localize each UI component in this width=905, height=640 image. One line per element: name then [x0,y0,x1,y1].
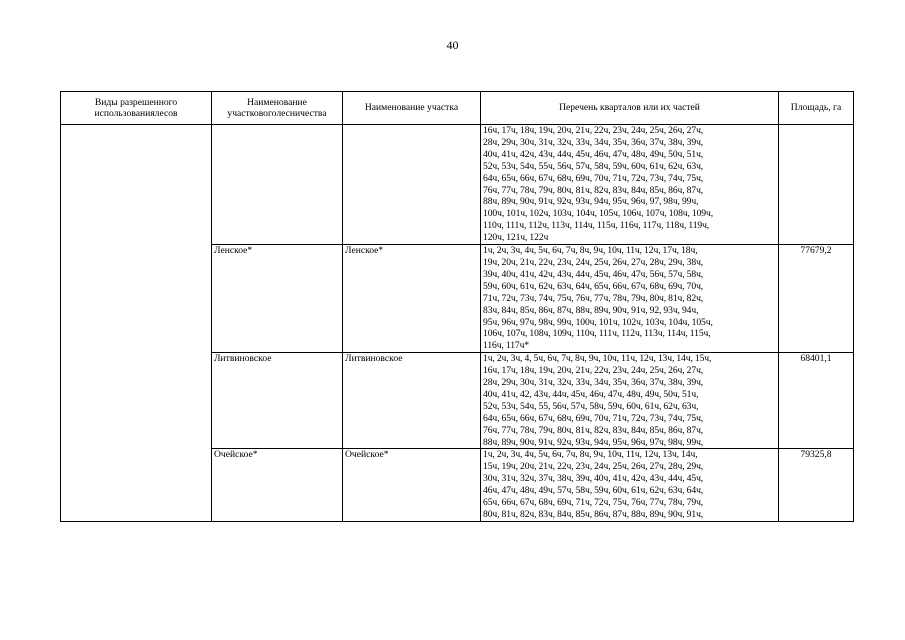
quarters-line: 1ч, 2ч, 3ч, 4ч, 5ч, 6ч, 7ч, 8ч, 9ч, 10ч, 11ч, 12ч, 13ч, 14ч, [483,449,698,461]
table-body [61,125,854,522]
quarters-line: 40ч, 41ч, 42ч, 43ч, 44ч, 45ч, 46ч, 47ч, 48ч, 49ч, 50ч, 51ч, [483,148,704,160]
quarters-line: 65ч, 66ч, 67ч, 68ч, 69ч, 71ч, 72ч, 75ч, 76ч, 77ч, 78ч, 79ч, [483,497,704,509]
quarters-line: 88ч, 89ч, 90ч, 91ч, 92ч, 93ч, 94ч, 95ч, 96ч, 97, 98ч, 99ч, [483,196,699,208]
quarters-line: 76ч, 77ч, 78ч, 79ч, 80ч, 81ч, 82ч, 83ч, 84ч, 85ч, 86ч, 87ч, [483,184,704,196]
quarters-line: 28ч, 29ч, 30ч, 31ч, 32ч, 33ч, 34ч, 35ч, 36ч, 37ч, 38ч, 39ч, [483,136,704,148]
quarters-line: 52ч, 53ч, 54ч, 55, 56ч, 57ч, 58ч, 59ч, 60ч, 61ч, 62ч, 63ч, [483,400,699,412]
quarters-line: 19ч, 20ч, 21ч, 22ч, 23ч, 24ч, 25ч, 26ч, 27ч, 28ч, 29ч, 38ч, [483,256,704,268]
cell-plot-name: Ленское* [343,245,481,353]
quarters-line: 15ч, 19ч, 20ч, 21ч, 22ч, 23ч, 24ч, 25ч, 26ч, 27ч, 28ч, 29ч, [483,461,704,473]
quarters-line: 28ч, 29ч, 30ч, 31ч, 32ч, 33ч, 34ч, 35ч, 36ч, 37ч, 38ч, 39ч, [483,377,704,389]
table-row [61,125,854,245]
cell-forestry-name [212,125,343,245]
header-quarters: Перечень кварталов или их частей [481,92,779,125]
quarters-line: 39ч, 40ч, 41ч, 42ч, 43ч, 44ч, 45ч, 46ч, 47ч, 56ч, 57ч, 58ч, [483,268,704,280]
quarters-line: 46ч, 47ч, 48ч, 49ч, 57ч, 58ч, 59ч, 60ч, 61ч, 62ч, 63ч, 64ч, [483,485,704,497]
quarters-line: 59ч, 60ч, 61ч, 62ч, 63ч, 64ч, 65ч, 66ч, 67ч, 68ч, 69ч, 70ч, [483,280,704,292]
cell-plot-name: Литвиновское [343,353,481,449]
quarters-line: 64ч, 65ч, 66ч, 67ч, 68ч, 69ч, 70ч, 71ч, 72ч, 73ч, 74ч, 75ч, [483,412,704,424]
cell-area: 79325,8 [779,449,854,521]
cell-use-type [61,125,212,522]
quarters-line: 88ч, 89ч, 90ч, 91ч, 92ч, 93ч, 94ч, 95ч, 96ч, 97ч, 98ч, 99ч, [483,436,704,448]
cell-area [779,125,854,245]
quarters-line: 71ч, 72ч, 73ч, 74ч, 75ч, 76ч, 77ч, 78ч, 79ч, 80ч, 81ч, 82ч, [483,292,704,304]
quarters-line: 120ч, 121ч, 122ч [483,232,549,244]
header-use-type: Виды разрешенного использованиялесов [61,92,212,125]
quarters-line: 100ч, 101ч, 102ч, 103ч, 104ч, 105ч, 106ч, 107ч, 108ч, 109ч, [483,208,714,220]
quarters-line: 52ч, 53ч, 54ч, 55ч, 56ч, 57ч, 58ч, 59ч, 60ч, 61ч, 62ч, 63ч, [483,160,704,172]
quarters-line: 80ч, 81ч, 82ч, 83ч, 84ч, 85ч, 86ч, 87ч, 88ч, 89ч, 90ч, 91ч, [483,509,704,520]
quarters-line: 1ч, 2ч, 3ч, 4, 5ч, 6ч, 7ч, 8ч, 9ч, 10ч, 11ч, 12ч, 13ч, 14ч, 15ч, [483,353,712,365]
quarters-line: 40ч, 41ч, 42, 43ч, 44ч, 45ч, 46ч, 47ч, 48ч, 49ч, 50ч, 51ч, [483,388,699,400]
quarters-line: 83ч, 84ч, 85ч, 86ч, 87ч, 88ч, 89ч, 90ч, 91ч, 92, 93ч, 94ч, [483,304,699,316]
cell-quarters-list [481,353,779,449]
quarters-line: 16ч, 17ч, 18ч, 19ч, 20ч, 21ч, 22ч, 23ч, 24ч, 25ч, 26ч, 27ч, [483,365,704,377]
cell-quarters-list [481,245,779,353]
cell-area: 68401,1 [779,353,854,449]
quarters-line: 16ч, 17ч, 18ч, 19ч, 20ч, 21ч, 22ч, 23ч, 24ч, 25ч, 26ч, 27ч, [483,125,704,136]
cell-plot-name: Очейское* [343,449,481,521]
cell-forestry-name: Литвиновское [212,353,343,449]
cell-quarters-list [481,125,779,245]
cell-forestry-name: Ленское* [212,245,343,353]
quarters-line: 95ч, 96ч, 97ч, 98ч, 99ч, 100ч, 101ч, 102ч, 103ч, 104ч, 105ч, [483,316,713,328]
cell-plot-name [343,125,481,245]
header-plot-name: Наименование участка [343,92,481,125]
quarters-line: 106ч, 107ч, 108ч, 109ч, 110ч, 111ч, 112ч, 113ч, 114ч, 115ч, [483,328,711,340]
quarters-line: 116ч, 117ч* [483,340,530,352]
cell-forestry-name: Очейское* [212,449,343,521]
quarters-line: 1ч, 2ч, 3ч, 4ч, 5ч, 6ч, 7ч, 8ч, 9ч, 10ч, 11ч, 12ч, 17ч, 18ч, [483,245,698,257]
quarters-line: 110ч, 111ч, 112ч, 113ч, 114ч, 115ч, 116ч, 117ч, 118ч, 119ч, [483,220,710,232]
header-forestry-name: Наименование участковоголесничества [212,92,343,125]
cell-area: 77679,2 [779,245,854,353]
forest-use-table [60,91,854,522]
quarters-line: 76ч, 77ч, 78ч, 79ч, 80ч, 81ч, 82ч, 83ч, 84ч, 85ч, 86ч, 87ч, [483,424,704,436]
quarters-line: 64ч, 65ч, 66ч, 67ч, 68ч, 69ч, 70ч, 71ч, 72ч, 73ч, 74ч, 75ч, [483,172,704,184]
page-number: 40 [446,38,459,52]
table-header-row [61,92,854,125]
quarters-line: 30ч, 31ч, 32ч, 37ч, 38ч, 39ч, 40ч, 41ч, 42ч, 43ч, 44ч, 45ч, [483,473,704,485]
header-area: Площадь, га [779,92,854,125]
cell-quarters-list [481,449,779,521]
